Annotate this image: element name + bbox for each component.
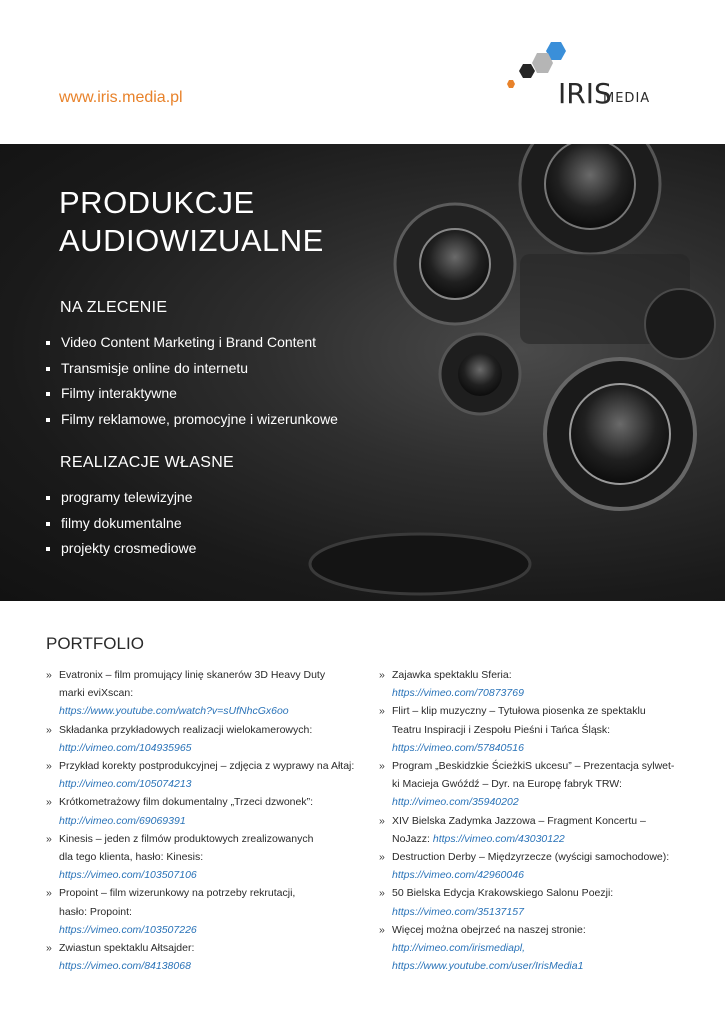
portfolio-item-text: dla tego klienta, hasło: Kinesis: <box>59 851 204 864</box>
bullet-icon <box>46 392 50 396</box>
portfolio-item-text: hasło: Propoint: <box>59 905 132 918</box>
portfolio-item-text: Destruction Derby – Międzyrzecze (wyścigi samochodowe): <box>392 851 670 864</box>
portfolio-item-line <box>392 884 679 902</box>
portfolio-video-link[interactable]: https://vimeo.com/35137157 <box>392 905 524 918</box>
list-item-text: projekty crosmediowe <box>61 540 197 556</box>
portfolio-video-link[interactable]: http://vimeo.com/irismediapl, <box>392 942 526 955</box>
portfolio-item-text: Evatronix – film promujący linię skanerów 3D Heavy Duty <box>59 669 326 681</box>
chevron-right-icon: » <box>46 760 52 773</box>
logo-suffix: MEDIA <box>603 91 651 106</box>
own-productions-heading: REALIZACJE WŁASNE <box>60 454 235 471</box>
chevron-right-icon: » <box>379 760 385 773</box>
bullet-icon <box>46 496 50 500</box>
portfolio-item <box>379 666 679 702</box>
portfolio-item-line <box>392 739 679 757</box>
portfolio-item <box>379 702 679 757</box>
portfolio-item-line <box>59 848 366 866</box>
hero-title <box>59 184 324 260</box>
portfolio-item-line <box>59 739 366 757</box>
portfolio-item-line <box>59 684 366 702</box>
portfolio-item-line <box>392 812 679 830</box>
portfolio-item-line <box>392 957 679 975</box>
portfolio-item-line <box>59 721 366 739</box>
portfolio-item-line <box>59 939 366 957</box>
portfolio-item-text: Zajawka spektaklu Sferia: <box>392 669 512 681</box>
iris-media-logo <box>495 40 665 110</box>
portfolio-item <box>46 757 366 793</box>
chevron-right-icon: » <box>46 887 52 900</box>
portfolio-item-line <box>59 921 366 939</box>
hero-title-line: AUDIOWIZUALNE <box>59 223 324 258</box>
portfolio-item-line <box>59 884 366 902</box>
chevron-right-icon: » <box>46 669 52 681</box>
portfolio-item-line <box>392 903 679 921</box>
portfolio-item <box>379 884 679 920</box>
chevron-right-icon: » <box>46 723 52 736</box>
list-item <box>46 407 338 433</box>
chevron-right-icon: » <box>379 814 385 827</box>
portfolio-item-text: NoJazz: <box>392 832 433 845</box>
portfolio-item-line <box>392 866 679 884</box>
portfolio-video-link[interactable]: http://vimeo.com/35940202 <box>392 796 519 809</box>
portfolio-item <box>46 884 366 939</box>
list-item-text: programy telewizyjne <box>61 489 193 505</box>
portfolio-item-line <box>59 903 366 921</box>
list-item-text: Filmy reklamowe, promocyjne i wizerunkowe <box>61 410 338 427</box>
portfolio-item-text: Przykład korekty postprodukcyjnej – zdjęcia z wyprawy na Ałtaj: <box>59 760 355 773</box>
portfolio-video-link[interactable]: https://vimeo.com/84138068 <box>59 960 191 973</box>
portfolio-item <box>379 921 679 976</box>
list-item <box>46 536 196 562</box>
commissioned-heading: NA ZLECENIE <box>60 299 168 316</box>
portfolio-item-line <box>392 830 679 848</box>
portfolio-item-line <box>59 957 366 975</box>
portfolio-item-line <box>392 939 679 957</box>
portfolio-item-text: Składanka przykładowych realizacji wielokamerowych: <box>59 723 313 736</box>
portfolio-item-line <box>392 702 679 720</box>
bullet-icon <box>46 341 50 345</box>
portfolio-video-link[interactable]: http://vimeo.com/69069391 <box>59 814 186 827</box>
portfolio-item-line <box>59 812 366 830</box>
bullet-icon <box>46 547 50 551</box>
own-productions-list <box>46 485 196 562</box>
list-item-text: Transmisje online do internetu <box>61 359 249 376</box>
portfolio-item-text: Więcej można obejrzeć na naszej stronie: <box>392 923 586 936</box>
portfolio-item-text: Kinesis – jeden z filmów produktowych zrealizowanych <box>59 832 314 845</box>
hero-banner <box>0 144 725 601</box>
portfolio-item-text: Propoint – film wizerunkowy na potrzeby rekrutacji, <box>59 887 296 900</box>
list-item <box>46 511 196 537</box>
list-item <box>46 381 338 407</box>
portfolio-item-line <box>59 793 366 811</box>
list-item-text: filmy dokumentalne <box>61 514 182 531</box>
list-item <box>46 356 338 382</box>
portfolio-item-text: XIV Bielska Zadymka Jazzowa – Fragment Koncertu – <box>392 814 646 827</box>
chevron-right-icon: » <box>46 796 52 809</box>
portfolio-item-text: Krótkometrażowy film dokumentalny „Trzeci dzwonek”: <box>59 796 314 809</box>
portfolio-item-text: 50 Bielska Edycja Krakowskiego Salonu Poezji: <box>392 887 614 900</box>
portfolio-item-line <box>59 866 366 884</box>
chevron-right-icon: » <box>379 923 385 936</box>
chevron-right-icon: » <box>379 887 385 900</box>
portfolio-item-line <box>59 775 366 793</box>
portfolio-item-line <box>59 757 366 775</box>
portfolio-item-line <box>392 666 679 684</box>
portfolio-item <box>46 830 366 885</box>
portfolio-item-text: Zwiastun spektaklu Ałtsajder: <box>59 942 195 955</box>
bullet-icon <box>46 367 50 371</box>
list-item <box>46 330 338 356</box>
bullet-icon <box>46 418 50 422</box>
portfolio-item-line <box>392 775 679 793</box>
portfolio-item <box>46 666 366 721</box>
page-header <box>0 0 725 144</box>
portfolio-item-line <box>392 848 679 866</box>
chevron-right-icon: » <box>379 851 385 864</box>
portfolio-item-line <box>392 684 679 702</box>
portfolio-video-link[interactable]: https://vimeo.com/42960046 <box>392 869 524 882</box>
list-item-text: Video Content Marketing i Brand Content <box>61 334 317 350</box>
chevron-right-icon: » <box>46 942 52 955</box>
portfolio-item-line <box>392 757 679 775</box>
portfolio-video-link[interactable]: https://vimeo.com/103507106 <box>59 869 197 882</box>
portfolio-column-right <box>379 666 679 975</box>
portfolio-item-line <box>392 921 679 939</box>
portfolio-item <box>379 848 679 884</box>
portfolio-item <box>379 812 679 848</box>
hero-title-line: PRODUKCJE <box>59 185 255 220</box>
portfolio-item-line <box>59 830 366 848</box>
portfolio-column-left <box>46 666 366 975</box>
portfolio-item-text: Teatru Inspiracji i Zespołu Pieśni i Tańca Śląsk: <box>392 723 611 736</box>
bullet-icon <box>46 522 50 526</box>
portfolio-item <box>46 721 366 757</box>
portfolio-item-text: marki eviXscan: <box>59 687 134 700</box>
portfolio-item-text: ki Macieja Gwóźdź – Dyr. na Europę fabryk TRW: <box>392 778 622 791</box>
commissioned-list <box>46 330 338 432</box>
portfolio-item-line <box>59 702 366 720</box>
portfolio-video-link[interactable]: https://vimeo.com/43030122 <box>432 832 565 845</box>
chevron-right-icon: » <box>379 705 385 718</box>
portfolio-video-link[interactable]: http://vimeo.com/105074213 <box>59 778 192 791</box>
logo-wordmark: IRIS <box>558 77 612 110</box>
portfolio-video-link[interactable]: https://vimeo.com/70873769 <box>392 687 524 700</box>
portfolio-item-line <box>392 721 679 739</box>
chevron-right-icon: » <box>46 832 52 845</box>
portfolio-item-line <box>392 793 679 811</box>
portfolio-item-text: Flirt – klip muzyczny – Tytułowa piosenka ze spektaklu <box>392 705 646 718</box>
portfolio-item-text: Program „Beskidzkie ŚcieżkiS ukcesu” – Prezentacja sylwet- <box>392 760 675 773</box>
list-item <box>46 485 196 511</box>
portfolio-video-link[interactable]: https://www.youtube.com/watch?v=sUfNhcGx6oo <box>59 705 289 718</box>
portfolio-video-link[interactable]: https://vimeo.com/103507226 <box>59 923 197 936</box>
list-item-text: Filmy interaktywne <box>61 385 177 401</box>
portfolio-video-link[interactable]: https://vimeo.com/57840516 <box>392 741 524 754</box>
portfolio-video-link[interactable]: http://vimeo.com/104935965 <box>59 741 192 754</box>
portfolio-video-link[interactable]: https://www.youtube.com/user/IrisMedia1 <box>392 960 584 973</box>
portfolio-item <box>46 939 366 975</box>
chevron-right-icon: » <box>379 669 385 681</box>
portfolio-heading: PORTFOLIO <box>46 634 144 653</box>
portfolio-item-line <box>59 666 366 684</box>
website-link[interactable]: www.iris.media.pl <box>59 89 183 106</box>
portfolio-item <box>379 757 679 812</box>
portfolio-item <box>46 793 366 829</box>
